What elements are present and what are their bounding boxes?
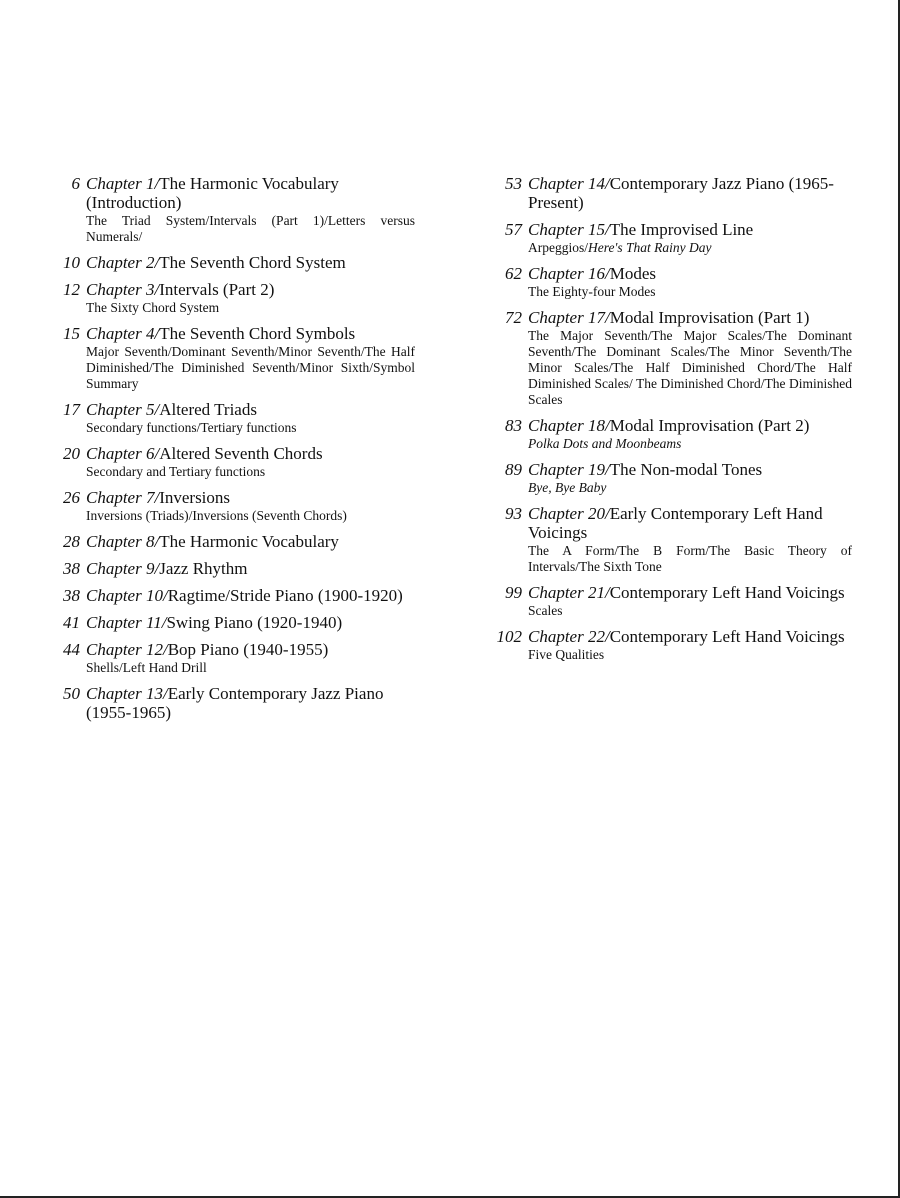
toc-entry (40, 684, 415, 722)
page-number: 93 (505, 504, 522, 523)
chapter-title: Contemporary Left Hand Voicings (609, 627, 845, 646)
entry-body (86, 684, 415, 722)
subtopics-text: The Major Seventh/The Major Scales/The Dominant Seventh/The Dominant Scales/The Minor Seventh/The Minor Scales/The Half Diminished Chord/The Half Diminished Scales/ The Diminished Chord/The Diminished Scales (528, 328, 852, 407)
subtopics-text: The Sixty Chord System (86, 300, 220, 315)
page-number: 57 (505, 220, 522, 239)
toc-entry (40, 324, 415, 392)
page-number: 12 (63, 280, 80, 299)
chapter-label: Chapter 11/ (86, 613, 167, 632)
toc-entry (40, 532, 415, 551)
toc-entry (40, 586, 415, 605)
chapter-subtopics (528, 284, 852, 300)
chapter-title: Ragtime/Stride Piano (1900-1920) (167, 586, 403, 605)
chapter-heading (528, 264, 852, 283)
chapter-label: Chapter 18/ (528, 416, 610, 435)
chapter-subtopics (528, 603, 852, 619)
page-number: 6 (71, 174, 80, 193)
toc-entry (478, 264, 852, 300)
chapter-title: Early Contemporary Left Hand Voicings (528, 504, 823, 542)
chapter-title: The Seventh Chord System (159, 253, 346, 272)
chapter-heading (528, 627, 852, 646)
toc-entry (40, 174, 415, 245)
chapter-label: Chapter 15/ (528, 220, 610, 239)
chapter-heading (528, 460, 852, 479)
page-number: 89 (505, 460, 522, 479)
chapter-title: Inversions (159, 488, 231, 507)
subtopics-text: The Eighty-four Modes (528, 284, 656, 299)
chapter-label: Chapter 19/ (528, 460, 610, 479)
entry-body (528, 308, 852, 408)
chapter-heading (86, 174, 415, 212)
subtopics-text: Major Seventh/Dominant Seventh/Minor Seventh/The Half Diminished/The Diminished Seventh/Minor Sixth/Symbol Summary (86, 344, 415, 391)
subtopics-text: Five Qualities (528, 647, 605, 662)
chapter-label: Chapter 20/ (528, 504, 610, 523)
chapter-heading (86, 613, 415, 632)
page-number: 20 (63, 444, 80, 463)
chapter-heading (86, 280, 415, 299)
chapter-subtopics (528, 543, 852, 575)
page-number: 41 (63, 613, 80, 632)
entry-body (86, 444, 415, 480)
chapter-label: Chapter 10/ (86, 586, 168, 605)
chapter-title: Bop Piano (1940-1955) (167, 640, 329, 659)
chapter-title: Contemporary Left Hand Voicings (609, 583, 845, 602)
chapter-label: Chapter 6/ (86, 444, 160, 463)
entry-body (86, 324, 415, 392)
toc-entry (478, 220, 852, 256)
chapter-label: Chapter 3/ (86, 280, 160, 299)
entry-body (528, 416, 852, 452)
chapter-heading (86, 532, 415, 551)
entry-body (528, 583, 852, 619)
chapter-title: Altered Triads (159, 400, 257, 419)
subtopics-text: The A Form/The B Form/The Basic Theory of Intervals/The Sixth Tone (528, 543, 852, 574)
chapter-title: Intervals (Part 2) (159, 280, 275, 299)
toc-entry (40, 253, 415, 272)
chapter-subtopics (86, 420, 415, 436)
chapter-subtopics (86, 508, 415, 524)
chapter-subtopics (86, 660, 415, 676)
chapter-title: Modal Improvisation (Part 1) (609, 308, 810, 327)
page-number: 10 (63, 253, 80, 272)
chapter-heading (86, 684, 415, 722)
entry-body (86, 400, 415, 436)
chapter-title: The Non-modal Tones (609, 460, 763, 479)
chapter-heading (528, 583, 852, 602)
chapter-title: Early Contemporary Jazz Piano (1955-1965) (86, 684, 384, 722)
subtopics-text: Bye, Bye Baby (528, 480, 607, 495)
chapter-label: Chapter 22/ (528, 627, 610, 646)
chapter-heading (86, 488, 415, 507)
chapter-title: The Harmonic Vocabulary (159, 532, 339, 551)
chapter-heading (86, 559, 415, 578)
toc-entry (478, 583, 852, 619)
entry-body (86, 640, 415, 676)
page-number: 38 (63, 559, 80, 578)
chapter-heading (86, 253, 415, 272)
chapter-title: Jazz Rhythm (159, 559, 248, 578)
toc-entry (40, 488, 415, 524)
toc-entry (40, 559, 415, 578)
chapter-label: Chapter 9/ (86, 559, 160, 578)
chapter-subtopics (528, 480, 852, 496)
toc-entry (478, 504, 852, 575)
chapter-label: Chapter 1/ (86, 174, 160, 193)
toc-entry (40, 640, 415, 676)
toc-entry (478, 174, 852, 212)
entry-body (528, 504, 852, 575)
toc-entry (40, 400, 415, 436)
toc-entry (478, 460, 852, 496)
subtopics-song-title: Here's That Rainy Day (588, 240, 712, 255)
chapter-label: Chapter 12/ (86, 640, 168, 659)
chapter-label: Chapter 14/ (528, 174, 610, 193)
entry-body (86, 253, 415, 272)
chapter-label: Chapter 8/ (86, 532, 160, 551)
chapter-subtopics (86, 464, 415, 480)
chapter-label: Chapter 2/ (86, 253, 160, 272)
subtopics-text: Arpeggios/ (528, 240, 588, 255)
chapter-label: Chapter 17/ (528, 308, 610, 327)
toc-entry (40, 444, 415, 480)
chapter-heading (528, 308, 852, 327)
entry-body (86, 559, 415, 578)
chapter-title: The Harmonic Vocabulary (Introduction) (86, 174, 339, 212)
page-number: 72 (505, 308, 522, 327)
entry-body (86, 613, 415, 632)
toc-right-column (478, 174, 852, 671)
toc-entry (478, 627, 852, 663)
subtopics-text: Secondary and Tertiary functions (86, 464, 266, 479)
page-number: 38 (63, 586, 80, 605)
entry-body (528, 627, 852, 663)
chapter-title: The Improvised Line (609, 220, 754, 239)
entry-body (86, 488, 415, 524)
subtopics-text: Inversions (Triads)/Inversions (Seventh Chords) (86, 508, 347, 523)
page-number: 53 (505, 174, 522, 193)
entry-body (528, 460, 852, 496)
toc-entry (478, 416, 852, 452)
chapter-label: Chapter 5/ (86, 400, 160, 419)
page-number: 62 (505, 264, 522, 283)
toc-entry (40, 280, 415, 316)
page-number: 15 (63, 324, 80, 343)
chapter-title: Swing Piano (1920-1940) (166, 613, 343, 632)
chapter-label: Chapter 21/ (528, 583, 610, 602)
chapter-heading (528, 174, 852, 212)
chapter-subtopics (86, 300, 415, 316)
subtopics-text: Shells/Left Hand Drill (86, 660, 207, 675)
chapter-subtopics (528, 436, 852, 452)
chapter-heading (86, 324, 415, 343)
entry-body (86, 586, 415, 605)
subtopics-text: The Triad System/Intervals (Part 1)/Letters versus Numerals/ (86, 213, 415, 244)
chapter-label: Chapter 4/ (86, 324, 160, 343)
page-number: 17 (63, 400, 80, 419)
chapter-title: The Seventh Chord Symbols (159, 324, 356, 343)
entry-body (86, 532, 415, 551)
page-number: 44 (63, 640, 80, 659)
chapter-heading (528, 504, 852, 542)
chapter-label: Chapter 13/ (86, 684, 168, 703)
chapter-title: Altered Seventh Chords (159, 444, 323, 463)
chapter-heading (528, 416, 852, 435)
page-number: 28 (63, 532, 80, 551)
chapter-title: Modes (609, 264, 656, 283)
entry-body (86, 174, 415, 245)
chapter-label: Chapter 16/ (528, 264, 610, 283)
chapter-title: Contemporary Jazz Piano (1965-Present) (528, 174, 834, 212)
page-number: 99 (505, 583, 522, 602)
chapter-subtopics (86, 213, 415, 245)
page-number: 83 (505, 416, 522, 435)
page-number: 50 (63, 684, 80, 703)
chapter-subtopics (528, 240, 852, 256)
chapter-heading (86, 444, 415, 463)
entry-body (528, 264, 852, 300)
chapter-title: Modal Improvisation (Part 2) (609, 416, 810, 435)
chapter-label: Chapter 7/ (86, 488, 160, 507)
chapter-subtopics (528, 647, 852, 663)
page-number: 102 (496, 627, 522, 646)
chapter-subtopics (528, 328, 852, 408)
chapter-subtopics (86, 344, 415, 392)
toc-entry (478, 308, 852, 408)
chapter-heading (86, 586, 415, 605)
subtopics-text: Scales (528, 603, 563, 618)
entry-body (86, 280, 415, 316)
toc-entry (40, 613, 415, 632)
entry-body (528, 174, 852, 212)
subtopics-text: Secondary functions/Tertiary functions (86, 420, 297, 435)
page-number: 26 (63, 488, 80, 507)
subtopics-text: Polka Dots and Moonbeams (528, 436, 682, 451)
chapter-heading (86, 640, 415, 659)
chapter-heading (86, 400, 415, 419)
chapter-heading (528, 220, 852, 239)
entry-body (528, 220, 852, 256)
toc-left-column (40, 174, 415, 730)
